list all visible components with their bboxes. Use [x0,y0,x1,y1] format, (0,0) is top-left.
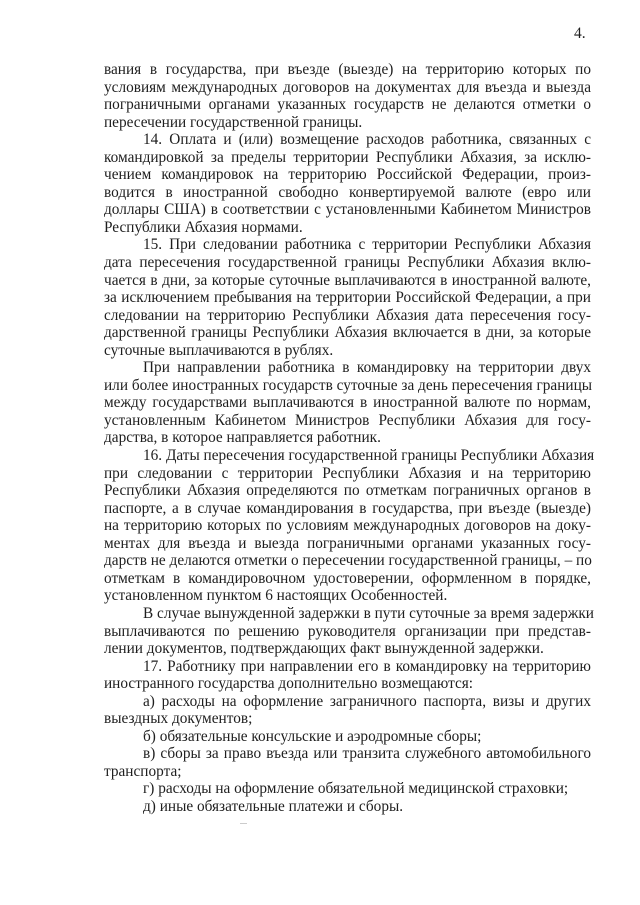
text-line: В случае вынужденной задержки в пути суточные за время задержки [143,604,594,622]
paragraph [104,236,591,359]
text-line: Республики Абхазия нормами. [104,218,303,236]
page-number: 4. [574,25,586,42]
text-line: а) расходы на оформление заграничного паспорта, визы и других [143,692,591,710]
text-line: дарства, в которое направляется работник. [104,429,381,447]
scan-speck [240,823,247,824]
text-line: водится в иностранной свободно конвертируемой валюте (евро или [104,183,591,201]
text-line: за исключением пребывания на территории Российской Федерации, а при [104,289,591,307]
text-line: б) обязательные консульские и аэродромные сборы; [143,727,482,745]
text-line: лении документов, подтверждающих факт вынужденной задержки. [104,640,544,658]
text-line: в) сборы за право въезда или транзита служебного автомобильного [143,745,591,763]
text-line: при следовании с территории Республики Абхазия и на территорию [104,464,591,482]
text-line: доллары США) в соответствии с установленными Кабинетом Министров [104,201,591,219]
text-line: выездных документов; [104,710,253,728]
text-line: вания в государства, при въезде (выезде) на территорию которых по [104,61,591,78]
text-line: пограничными органами указанных государств не делаются отметки о [104,96,591,114]
text-line: пересечении государственной границы. [104,113,363,131]
text-line: паспорте, а в случае командирования в государства, при въезде (выезде) [104,499,591,517]
text-line: Республики Абхазия определяются по отметкам пограничных органов в [104,482,591,500]
paragraph [104,359,591,447]
text-line: чением командировок на территорию Российской Федерации, произ- [104,166,591,184]
text-line: транспорта; [104,762,182,780]
document-body [104,61,595,816]
paragraph [104,658,591,693]
text-line: 14. Оплата и (или) возмещение расходов работника, связанных с [143,131,591,149]
text-line: При направлении работника в командировку на территории двух [143,359,591,377]
text-line: д) иные обязательные платежи и сборы. [143,797,404,815]
paragraph [104,131,591,236]
text-line: или более иностранных государств суточные за день пересечения границы [104,376,593,394]
text-line: командировкой за пределы территории Республики Абхазия, за исклю- [104,148,591,166]
text-line: следовании на территорию Республики Абхазия дата пересечения госу- [104,306,591,324]
paragraph [104,745,591,780]
text-line: дата пересечения государственной границы Республики Абхазия вклю- [104,254,591,272]
text-line: между государствами выплачиваются в иностранной валюте по нормам, [104,394,591,412]
paragraph [104,604,594,658]
text-line: г) расходы на оформление обязательной медицинской страховки; [143,780,569,798]
text-line: дарственной границы Республики Абхазия включается в дни, за которые [104,324,591,342]
text-line: установленным Кабинетом Министров Республики Абхазия для госу- [104,411,591,429]
paragraph [104,693,591,728]
text-line: установленном пунктом 6 настоящих Особенностей. [104,587,448,605]
text-line: условиям международных договоров на документах для въезда и выезда [104,78,591,96]
paragraph [104,780,591,798]
text-line: ментах для въезда и выезда пограничными органами указанных госу- [104,534,591,552]
text-line: чается в дни, за которые суточные выплачиваются в иностранной валюте, [104,271,591,289]
text-line: суточные выплачиваются в рублях. [104,341,334,359]
text-line: на территорию которых по условиям международных договоров на доку- [104,517,591,535]
paragraph [104,728,591,746]
paragraph [104,61,591,131]
text-line: 15. При следовании работника с территории Республики Абхазия [143,236,591,254]
paragraph [104,447,595,605]
text-line: иностранного государства дополнительно возмещаются: [104,675,474,693]
text-line: 17. Работнику при направлении его в командировку на территорию [143,657,591,675]
text-line: 16. Даты пересечения государственной границы Республики Абхазия [143,447,595,465]
paragraph [104,798,591,816]
text-line: отметкам в командировочном удостоверении, оформленном в порядке, [104,569,591,587]
text-line: выплачиваются по решению руководителя организации при представ- [104,622,591,640]
text-line: дарств не делаются отметки о пересечении государственной границы, – по [104,552,592,570]
